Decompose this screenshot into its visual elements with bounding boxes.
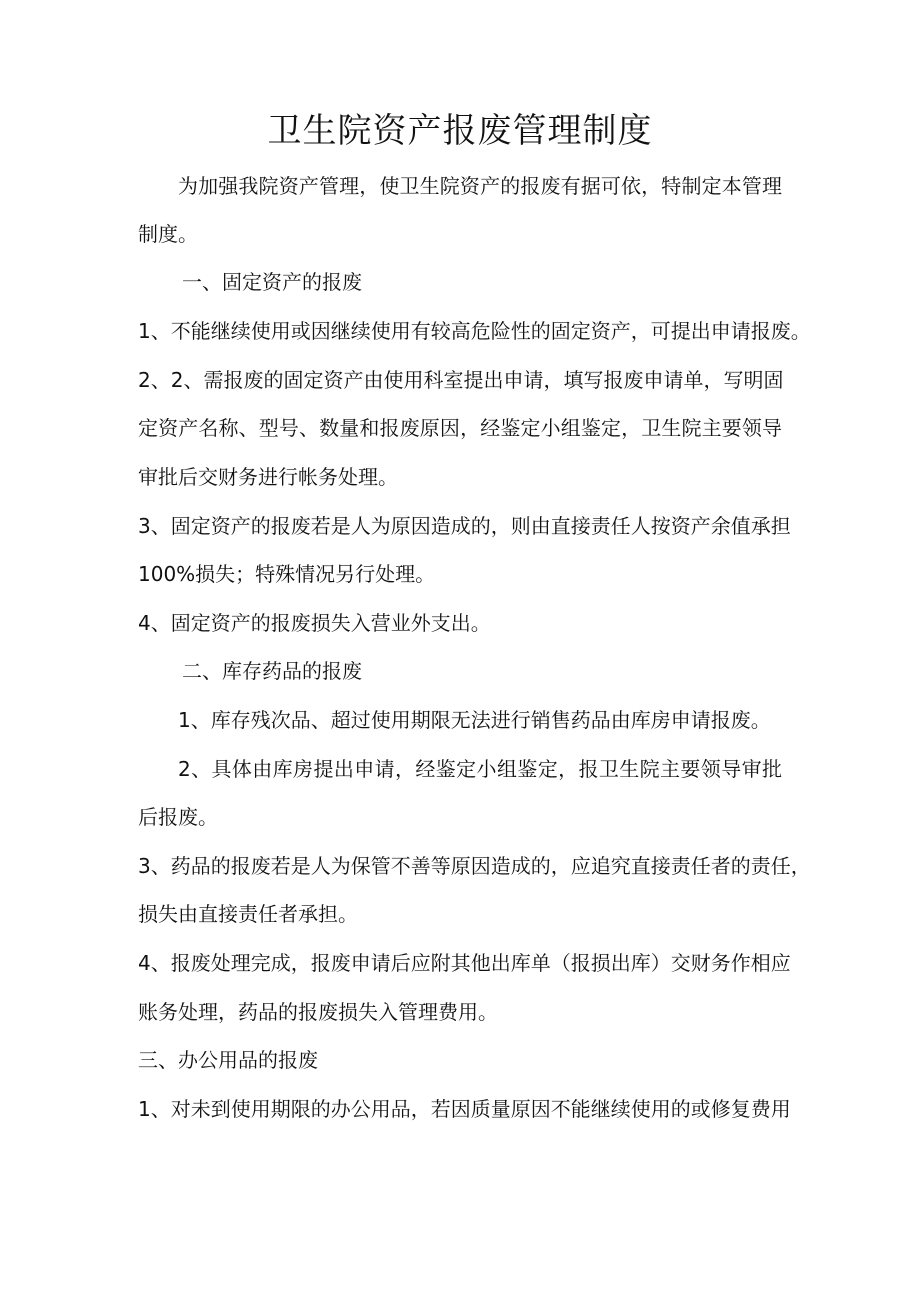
paragraph-line: 3、药品的报废若是人为保管不善等原因造成的，应追究直接责任者的责任，	[138, 854, 811, 878]
paragraph-line: 审批后交财务进行帐务处理。	[138, 465, 398, 489]
section-heading-drugs: 二、库存药品的报废	[182, 659, 362, 683]
paragraph-line: 2、2、需报废的固定资产由使用科室提出申请，填写报废申请单，写明固	[138, 368, 784, 392]
section-heading-office-supplies: 三、办公用品的报废	[138, 1048, 318, 1072]
paragraph-line: 2、具体由库房提出申请，经鉴定小组鉴定，报卫生院主要领导审批	[178, 757, 782, 781]
paragraph-line: 4、报废处理完成，报废申请后应附其他出库单（报损出库）交财务作相应	[138, 951, 791, 975]
document-title: 卫生院资产报废管理制度	[267, 111, 653, 151]
paragraph-line: 4、固定资产的报废损失入营业外支出。	[138, 611, 491, 635]
paragraph-line: 3、固定资产的报废若是人为原因造成的，则由直接责任人按资产余值承担	[138, 514, 791, 538]
paragraph-line: 损失由直接责任者承担。	[138, 902, 358, 926]
intro-line-1: 为加强我院资产管理，使卫生院资产的报废有据可依，特制定本管理	[178, 174, 782, 198]
section-heading-fixed-assets: 一、固定资产的报废	[182, 270, 362, 294]
paragraph-line: 后报废。	[138, 805, 218, 829]
paragraph-line: 100%损失；特殊情况另行处理。	[138, 562, 436, 586]
paragraph-line: 1、对未到使用期限的办公用品，若因质量原因不能继续使用的或修复费用	[138, 1097, 791, 1121]
intro-line-2: 制度。	[138, 222, 198, 246]
paragraph-line: 1、库存残次品、超过使用期限无法进行销售药品由库房申请报废。	[178, 708, 771, 732]
paragraph-line: 账务处理，药品的报废损失入管理费用。	[138, 1000, 498, 1024]
paragraph-line: 1、不能继续使用或因继续使用有较高危险性的固定资产，可提出申请报废。	[138, 319, 811, 343]
paragraph-line: 定资产名称、型号、数量和报废原因，经鉴定小组鉴定，卫生院主要领导	[138, 416, 782, 440]
